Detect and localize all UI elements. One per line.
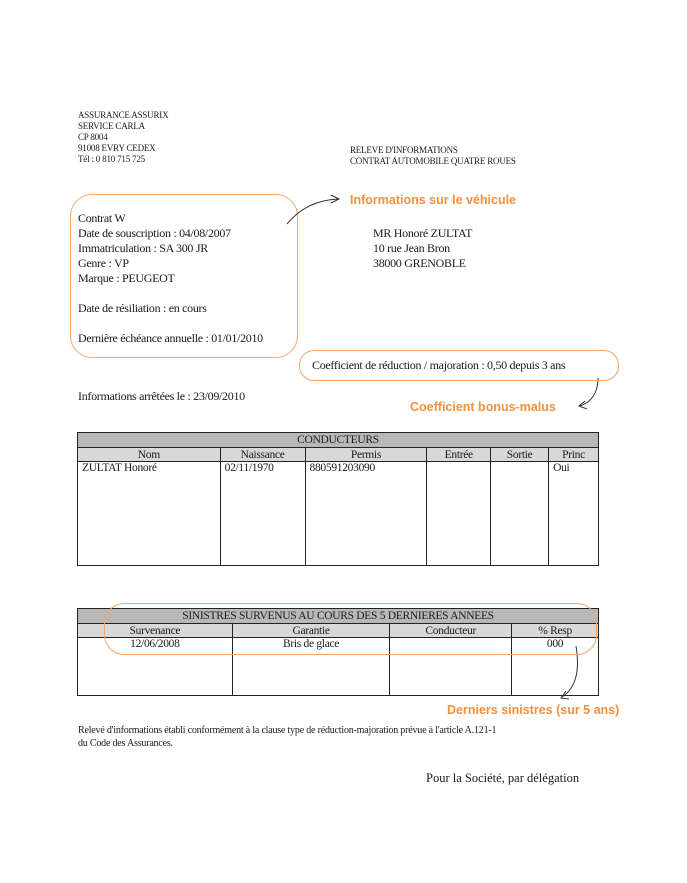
recipient-name: MR Honoré ZULTAT <box>373 226 473 240</box>
col-header: Garantie <box>232 624 390 638</box>
driver-birth: 02/11/1970 <box>220 462 305 566</box>
info-date: Informations arrêtées le : 23/09/2010 <box>78 389 245 403</box>
driver-entry <box>427 462 491 566</box>
annotation-vehicle: Informations sur le véhicule <box>350 193 517 207</box>
col-header: Naissance <box>220 448 305 462</box>
termination-date: Date de résiliation : en cours <box>78 301 207 315</box>
driver-name: ZULTAT Honoré <box>78 462 221 566</box>
table-row <box>78 462 599 566</box>
col-header: Princ <box>549 448 599 462</box>
driver-exit <box>491 462 549 566</box>
col-header: Sortie <box>491 448 549 462</box>
col-header: Conducteur <box>390 624 512 638</box>
claim-responsibility: 000 <box>512 638 599 696</box>
recipient-street: 10 rue Jean Bron <box>373 241 450 255</box>
recipient-city: 38000 GRENOBLE <box>373 256 466 270</box>
col-header: Entrée <box>427 448 491 462</box>
col-header: Permis <box>305 448 427 462</box>
subscription-date: Date de souscription : 04/08/2007 <box>78 226 231 240</box>
vehicle-brand: Marque : PEUGEOT <box>78 271 175 285</box>
doc-title-line2: CONTRAT AUTOMOBILE QUATRE ROUES <box>350 156 516 166</box>
recipient-address <box>373 226 472 271</box>
sender-line: ASSURANCE ASSURIX <box>78 110 169 120</box>
registration: Immatriculation : SA 300 JR <box>78 241 208 255</box>
last-due-date: Dernière échéance annuelle : 01/01/2010 <box>78 331 263 345</box>
legal-clause <box>78 724 496 750</box>
col-header: % Resp <box>512 624 599 638</box>
claim-guarantee: Bris de glace <box>232 638 390 696</box>
signature-line: Pour la Société, par délégation <box>426 771 580 785</box>
doc-title-line1: RELEVE D'INFORMATIONS <box>350 145 458 155</box>
annotation-bonus-malus: Coefficient bonus-malus <box>410 400 556 414</box>
drivers-table <box>77 432 599 566</box>
clause-line1: Relevé d'informations établi conformément à la clause type de réduction-majoration prévue à l'article A.121-1 <box>78 725 497 736</box>
contract-name: Contrat W <box>78 211 126 225</box>
annotation-claims: Derniers sinistres (sur 5 ans) <box>447 703 620 717</box>
col-header: Survenance <box>78 624 233 638</box>
sender-line: SERVICE CARLA <box>78 121 145 131</box>
sender-line: CP 8004 <box>78 132 108 142</box>
sender-line: Tél : 0 810 715 725 <box>78 154 145 164</box>
claim-date: 12/06/2008 <box>78 638 233 696</box>
coefficient-text: Coefficient de réduction / majoration : 0,50 depuis 3 ans <box>312 358 566 372</box>
claims-table-title: SINISTRES SURVENUS AU COURS DES 5 DERNIERES ANNEES <box>78 609 599 624</box>
drivers-table-title: CONDUCTEURS <box>78 433 599 448</box>
claims-highlight <box>104 603 597 655</box>
driver-license: 880591203090 <box>305 462 427 566</box>
sender-line: 91008 EVRY CEDEX <box>78 143 156 153</box>
clause-line2: du Code des Assurances. <box>78 738 173 749</box>
vehicle-genre: Genre : VP <box>78 256 129 270</box>
driver-main: Oui <box>549 462 599 566</box>
col-header: Nom <box>78 448 221 462</box>
